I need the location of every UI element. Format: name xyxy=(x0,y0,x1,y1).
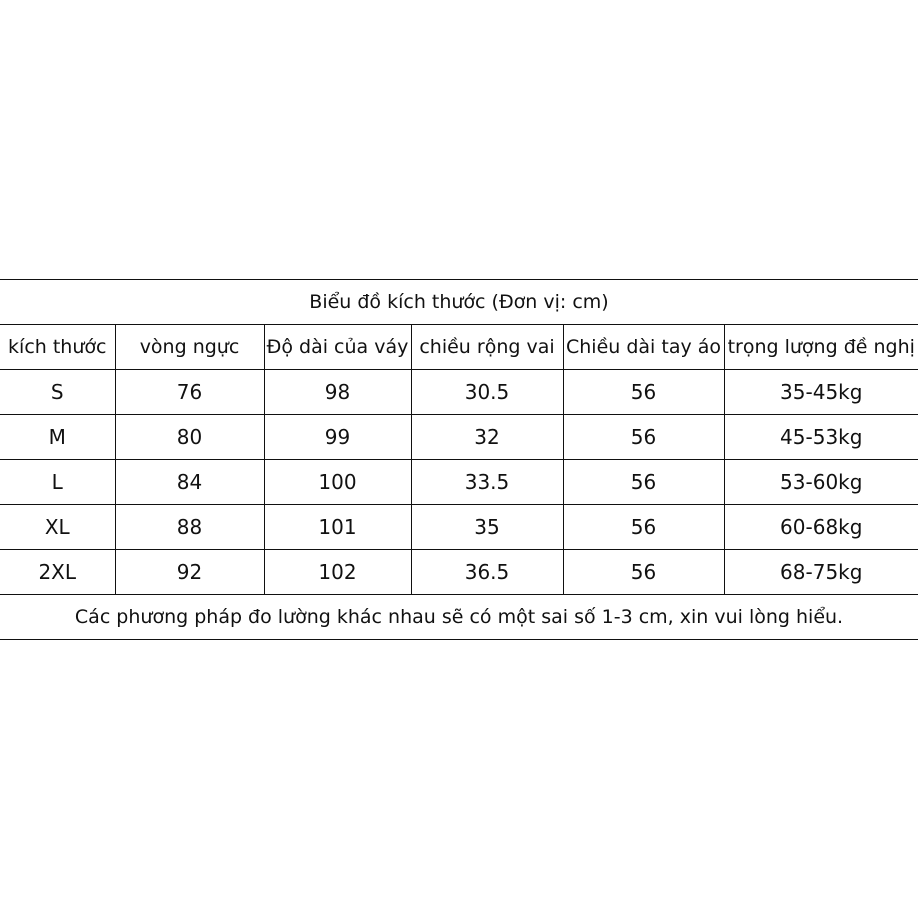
note-row xyxy=(0,595,918,640)
cell-size: S xyxy=(0,370,115,415)
cell-sleeve-length: 56 xyxy=(563,505,724,550)
table-row xyxy=(0,460,918,505)
header-shoulder-width: chiều rộng vai xyxy=(411,325,563,370)
cell-weight: 53-60kg xyxy=(724,460,918,505)
cell-shoulder-width: 36.5 xyxy=(411,550,563,595)
table-row xyxy=(0,370,918,415)
cell-sleeve-length: 56 xyxy=(563,370,724,415)
cell-size: M xyxy=(0,415,115,460)
cell-size: XL xyxy=(0,505,115,550)
header-sleeve-length: Chiều dài tay áo xyxy=(563,325,724,370)
cell-shoulder-width: 33.5 xyxy=(411,460,563,505)
cell-sleeve-length: 56 xyxy=(563,550,724,595)
cell-weight: 45-53kg xyxy=(724,415,918,460)
cell-sleeve-length: 56 xyxy=(563,460,724,505)
cell-shoulder-width: 30.5 xyxy=(411,370,563,415)
header-chest: vòng ngực xyxy=(115,325,264,370)
table-row xyxy=(0,505,918,550)
cell-weight: 68-75kg xyxy=(724,550,918,595)
cell-chest: 88 xyxy=(115,505,264,550)
cell-chest: 84 xyxy=(115,460,264,505)
table-row xyxy=(0,550,918,595)
header-recommended-weight: trọng lượng đề nghị xyxy=(724,325,918,370)
cell-chest: 92 xyxy=(115,550,264,595)
cell-dress-length: 99 xyxy=(264,415,411,460)
chart-title: Biểu đồ kích thước (Đơn vị: cm) xyxy=(0,280,918,325)
cell-dress-length: 100 xyxy=(264,460,411,505)
table-row xyxy=(0,415,918,460)
size-chart-table xyxy=(0,279,918,640)
title-row xyxy=(0,280,918,325)
cell-dress-length: 101 xyxy=(264,505,411,550)
cell-dress-length: 102 xyxy=(264,550,411,595)
measurement-note: Các phương pháp đo lường khác nhau sẽ có một sai số 1-3 cm, xin vui lòng hiểu. xyxy=(0,595,918,640)
header-size: kích thước xyxy=(0,325,115,370)
cell-chest: 76 xyxy=(115,370,264,415)
cell-dress-length: 98 xyxy=(264,370,411,415)
cell-weight: 60-68kg xyxy=(724,505,918,550)
header-row xyxy=(0,325,918,370)
cell-sleeve-length: 56 xyxy=(563,415,724,460)
cell-shoulder-width: 35 xyxy=(411,505,563,550)
cell-weight: 35-45kg xyxy=(724,370,918,415)
cell-size: L xyxy=(0,460,115,505)
cell-shoulder-width: 32 xyxy=(411,415,563,460)
header-dress-length: Độ dài của váy xyxy=(264,325,411,370)
cell-size: 2XL xyxy=(0,550,115,595)
cell-chest: 80 xyxy=(115,415,264,460)
